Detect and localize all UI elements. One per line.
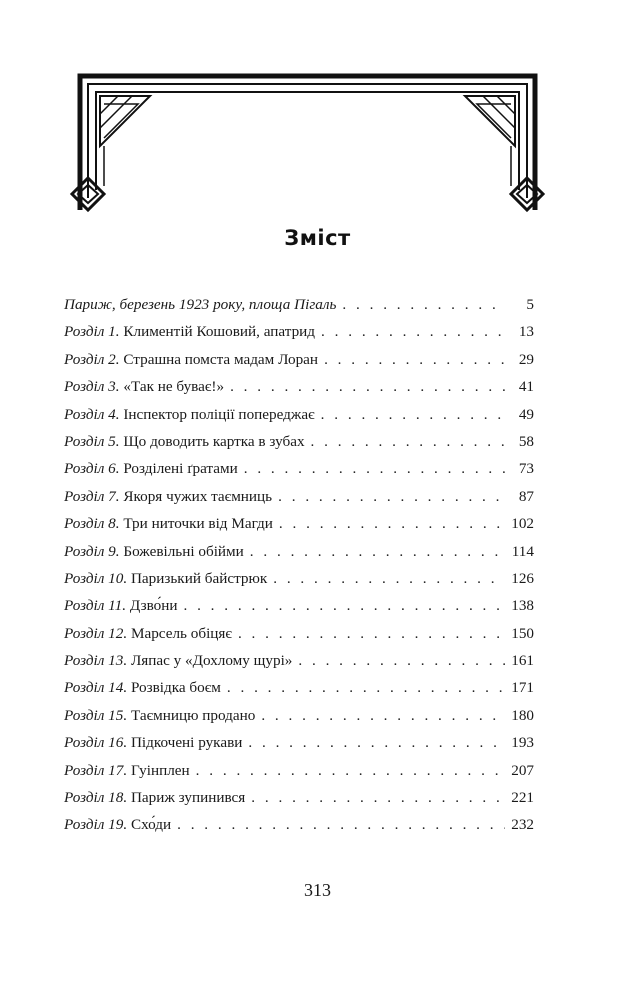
toc-entry	[64, 351, 534, 378]
toc-entry	[64, 543, 534, 570]
toc-entry	[64, 597, 534, 624]
toc-title: Інспектор поліції попереджає	[123, 405, 315, 423]
toc-lead: Париж, березень 1923 року, площа Пігаль	[64, 296, 337, 313]
toc-leader-dots	[311, 433, 506, 451]
toc-lead: Розділ 9.	[64, 542, 120, 560]
toc-page: 126	[511, 569, 534, 587]
toc-entry	[64, 652, 534, 679]
toc-leader-dots	[261, 707, 505, 725]
toc-page: 49	[518, 405, 534, 423]
toc-lead: Розділ 8.	[64, 515, 120, 533]
toc-page: 150	[511, 624, 534, 642]
toc-page: 87	[518, 487, 534, 505]
toc-leader-dots	[321, 323, 506, 341]
toc-title: Париж зупинився	[130, 789, 246, 807]
toc-title: Климентій Кошовий, апатрид	[123, 323, 316, 341]
toc-lead: Розділ 15.	[64, 706, 128, 724]
toc-lead: Розділ 18.	[64, 789, 128, 807]
toc-entry	[64, 734, 534, 761]
toc-leader-dots	[248, 734, 505, 752]
toc-leader-dots	[227, 679, 505, 697]
toc-title: Ляпас у «Дохлому щурі»	[130, 652, 293, 670]
toc-leader-dots	[279, 515, 505, 533]
toc-page: 171	[511, 679, 534, 697]
toc-leader-dots	[250, 543, 506, 561]
toc-title: Що доводить картка в зубах	[123, 432, 305, 450]
toc-lead: Розділ 14.	[64, 679, 128, 697]
toc-page: 138	[511, 597, 534, 615]
toc-page: 29	[518, 350, 534, 368]
toc-entry	[64, 515, 534, 542]
toc-leader-dots	[183, 597, 505, 615]
toc-entry	[64, 679, 534, 706]
contents-title: Зміст	[284, 226, 351, 250]
toc-title: Схо́ди	[130, 816, 172, 834]
toc-lead: Розділ 5.	[64, 432, 120, 450]
toc-title: Три ниточки від Магди	[123, 515, 273, 533]
toc-title: Підкочені рукави	[130, 734, 243, 752]
toc-page: 161	[511, 652, 534, 670]
toc-entry	[64, 406, 534, 433]
toc-entry	[64, 789, 534, 816]
page-number: 313	[304, 880, 331, 900]
toc-page: 13	[518, 323, 534, 341]
toc-entry	[64, 625, 534, 652]
toc-leader-dots	[278, 488, 506, 506]
toc-leader-dots	[244, 460, 506, 478]
toc-leader-dots	[273, 570, 505, 588]
toc-entry	[64, 296, 534, 323]
toc-leader-dots	[321, 406, 506, 424]
toc-lead: Розділ 19.	[64, 816, 128, 834]
toc-title: Божевільні обійми	[123, 542, 244, 560]
toc-lead: Розділ 13.	[64, 652, 128, 670]
toc-lead: Розділ 16.	[64, 734, 128, 752]
toc-leader-dots	[196, 762, 506, 780]
toc-page: 102	[511, 515, 534, 533]
toc-leader-dots	[238, 625, 505, 643]
toc-page: 41	[518, 378, 534, 396]
toc-entry	[64, 762, 534, 789]
toc-title: Дзво́ни	[129, 597, 178, 615]
toc-lead: Розділ 6.	[64, 460, 120, 478]
toc-lead: Розділ 1.	[64, 323, 120, 341]
toc-title: Марсель обіцяє	[130, 624, 232, 642]
frame-ornament	[60, 70, 555, 220]
toc-leader-dots	[324, 351, 506, 369]
toc-leader-dots	[298, 652, 505, 670]
toc-page: 5	[526, 296, 534, 313]
toc-page: 232	[511, 816, 534, 834]
toc-page: 58	[518, 432, 534, 450]
toc-lead: Розділ 17.	[64, 761, 128, 779]
toc-entry	[64, 460, 534, 487]
toc-page: 193	[511, 734, 534, 752]
toc-page: 207	[511, 761, 534, 779]
toc-leader-dots	[230, 378, 506, 396]
toc-leader-dots	[177, 816, 505, 834]
toc-title: Паризький байстрюк	[130, 569, 268, 587]
toc-title: Якоря чужих таємниць	[123, 487, 273, 505]
toc-entry	[64, 707, 534, 734]
toc-title: Гуінплен	[130, 761, 190, 779]
toc-lead: Розділ 7.	[64, 487, 120, 505]
toc-page: 73	[518, 460, 534, 478]
toc-title: «Так не буває!»	[123, 378, 225, 396]
toc-lead: Розділ 4.	[64, 405, 120, 423]
toc-leader-dots	[251, 789, 505, 807]
toc-entry	[64, 323, 534, 350]
toc-leader-dots	[342, 296, 506, 314]
toc-lead: Розділ 11.	[64, 597, 127, 615]
toc-title: Таємницю продано	[130, 706, 256, 724]
toc-title: Страшна помста мадам Лоран	[123, 350, 319, 368]
toc-title: Розділені ґратами	[123, 460, 238, 478]
toc-lead: Розділ 2.	[64, 350, 120, 368]
toc-entry	[64, 433, 534, 460]
toc-entry	[64, 378, 534, 405]
table-of-contents	[64, 296, 534, 844]
toc-lead: Розділ 10.	[64, 569, 128, 587]
toc-entry	[64, 570, 534, 597]
toc-lead: Розділ 3.	[64, 378, 120, 396]
toc-page: 221	[511, 789, 534, 807]
toc-lead: Розділ 12.	[64, 624, 128, 642]
toc-entry	[64, 488, 534, 515]
toc-title: Розвідка боєм	[130, 679, 221, 697]
toc-page: 114	[511, 542, 534, 560]
toc-page: 180	[511, 706, 534, 724]
toc-entry	[64, 816, 534, 843]
